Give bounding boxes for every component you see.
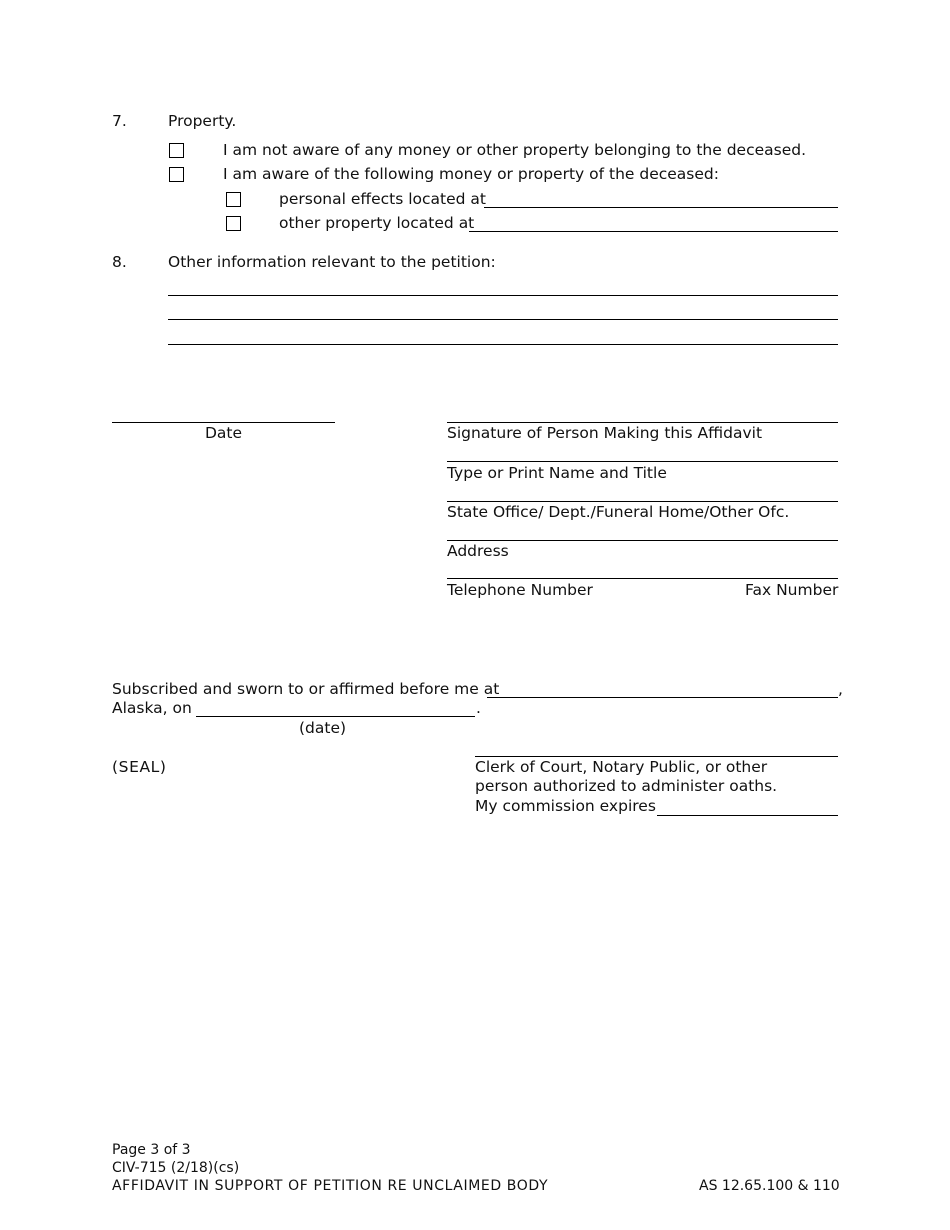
alaska-on-label: Alaska, on	[112, 699, 192, 717]
address-line[interactable]	[447, 540, 838, 541]
other-info-line-3[interactable]	[168, 344, 838, 345]
office-label: State Office/ Dept./Funeral Home/Other Ofc.	[447, 503, 790, 521]
seal-label: (SEAL)	[112, 758, 167, 776]
footer-statute: AS 12.65.100 & 110	[699, 1178, 840, 1194]
sworn-comma: ,	[838, 680, 843, 698]
other-property-label: other property located at	[279, 214, 475, 232]
not-aware-checkbox[interactable]	[169, 143, 184, 158]
personal-effects-location-line[interactable]	[484, 207, 838, 208]
address-label: Address	[447, 542, 509, 560]
section-7-number: 7.	[112, 112, 127, 130]
clerk-signature-line[interactable]	[475, 756, 838, 757]
other-info-line-2[interactable]	[168, 319, 838, 320]
other-info-line-1[interactable]	[168, 295, 838, 296]
sworn-location-line[interactable]	[487, 697, 838, 698]
commission-expires-label: My commission expires	[475, 797, 656, 815]
section-7-title: Property.	[168, 112, 237, 130]
aware-checkbox[interactable]	[169, 167, 184, 182]
commission-expires-line[interactable]	[657, 815, 838, 816]
clerk-line-2: person authorized to administer oaths.	[475, 777, 778, 795]
telephone-label: Telephone Number	[447, 581, 593, 599]
name-title-label: Type or Print Name and Title	[447, 464, 667, 482]
not-aware-label: I am not aware of any money or other property belonging to the deceased.	[223, 141, 806, 159]
sworn-text: Subscribed and sworn to or affirmed before me at	[112, 680, 500, 698]
date-line[interactable]	[112, 422, 335, 423]
footer-form-code: CIV-715 (2/18)(cs)	[112, 1160, 240, 1176]
section-8-number: 8.	[112, 253, 127, 271]
personal-effects-label: personal effects located at	[279, 190, 486, 208]
phone-fax-line[interactable]	[447, 578, 838, 579]
sworn-period: .	[476, 699, 481, 717]
other-property-location-line[interactable]	[469, 231, 838, 232]
footer-page: Page 3 of 3	[112, 1142, 191, 1158]
signature-line[interactable]	[447, 422, 838, 423]
footer-form-title: AFFIDAVIT IN SUPPORT OF PETITION RE UNCLAIMED BODY	[112, 1178, 549, 1194]
fax-label: Fax Number	[745, 581, 839, 599]
date-caption: (date)	[299, 719, 347, 737]
other-property-checkbox[interactable]	[226, 216, 241, 231]
clerk-line-1: Clerk of Court, Notary Public, or other	[475, 758, 768, 776]
date-label: Date	[205, 424, 243, 442]
aware-label: I am aware of the following money or property of the deceased:	[223, 165, 719, 183]
sworn-date-line[interactable]	[196, 716, 475, 717]
personal-effects-checkbox[interactable]	[226, 192, 241, 207]
office-line[interactable]	[447, 501, 838, 502]
section-8-title: Other information relevant to the petition:	[168, 253, 496, 271]
name-title-line[interactable]	[447, 461, 838, 462]
signature-label: Signature of Person Making this Affidavit	[447, 424, 763, 442]
